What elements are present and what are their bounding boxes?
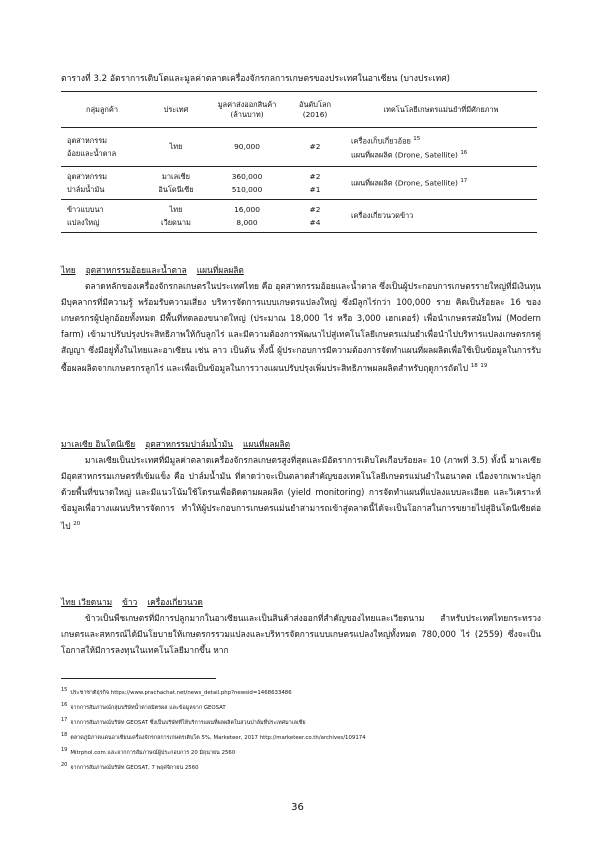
- row-rank: #2: [309, 142, 321, 151]
- row-technology: เครื่องเกี่ยวนวดข้าว: [345, 200, 537, 233]
- row-group: อุตสาหกรรม อ้อยและน้ำตาล: [67, 136, 117, 158]
- row-export-value: 360,000 510,000: [209, 167, 285, 200]
- footnote: $^{16}$ จากการสัมภาษณ์กลุ่มบริษัทน้ำตาลมิตรผล และข้อมูลจาก GEOSAT: [61, 702, 226, 711]
- row-rank: #2 #1: [285, 167, 345, 200]
- section-thailand-sugar: [61, 262, 541, 376]
- row-export-value: 16,000 8,000: [209, 200, 285, 233]
- footnote: $^{15}$ ประชาชาติธุรกิจ https://www.prachachat.net/news_detail.php?newsid=1468633486: [61, 687, 292, 696]
- section-paragraph: ตลาดหลักของเครื่องจักรกลเกษตรในประเทศไทย คือ อุตสาหกรรมอ้อยและน้ำตาล ซึ่งเป็นผู้ประกอบการเกษตรรายใหญ่ที่มีเงินทุน มีบุคลากรที่มีความรู้ พร้อมรับความเสี่ยง บริหารจัดการแบบเกษตรแปลงใหญ่ ซึ่งมีลูกไร่กว่า 100,000 ราย คิดเป็นร้อยละ 16 ของเกษตรกรผู้ปลูกอ้อยทั้งหมด มีพื้นที่ทดลองขนาดใหญ่ (ประมาณ 18,000 ไร่ หรือ 3,000 เฮกเตอร์) เพื่อนำเกษตรสมัยใหม่ (Modern farm) เข้ามาปรับปรุงประสิทธิภาพให้กับลูกไร่ และมีความต้องการพัฒนาไปสู่เทคโนโลยีเกษตรแม่นยำเพื่อนำไปบริหารแปลงเกษตรกรคู่สัญญา ซึ่งมีอยู่ทั้งในไทยและอาเซียน เช่น ลาว เป็นต้น ทั้งนี้ ผู้ประกอบการมีความต้องการจัดทำแผนที่ผลผลิตเพื่อใช้เป็นข้อมูลในการรับซื้อผลผลิตจากเกษตรกรลูกไร่ และเพื่อเป็นข้อมูลในการวางแผนปรับปรุงเพิ่มประสิทธิภาพผลผลิตสำหรับฤดูการถัดไป $^{18}$ $^{19}$: [61, 281, 541, 373]
- table-row: [61, 200, 537, 233]
- footnote: $^{18}$ ตลาดภูมิภาคแดนอาเซียนเครื่องจักรกลการเกษตรเติบโต 5%, Marketeer, 2017 http://marketeer.co.th/archives/109174: [61, 732, 366, 741]
- row-country: ไทย: [169, 142, 183, 151]
- header-customer-group: กลุ่มลูกค้า: [61, 92, 143, 128]
- market-table: [61, 91, 537, 233]
- section-paragraph: ข้าวเป็นพืชเกษตรที่มีการปลูกมากในอาเซียนและเป็นสินค้าส่งออกที่สำคัญของไทยและเวียดนาม สำหรับประเทศไทยกระทรวงเกษตรและสหกรณ์ได้มีนโยบายให้เกษตรกรรวมแปลงและบริหารจัดการแบบเกษตรแปลงใหญ่ทั้งหมด 780,000 ไร่ (2559) ซึ่งจะเป็นโอกาสให้มีการลงทุนในเทคโนโลยีมากขึ้น หาก: [61, 613, 541, 655]
- header-technology: เทคโนโลยีเกษตรแม่นยำที่มีศักยภาพ: [345, 92, 537, 128]
- footnote-divider: [61, 678, 216, 679]
- table-row: [61, 167, 537, 200]
- table-row: [61, 128, 537, 167]
- footnote: $^{20}$ จากการสัมภาษณ์บริษัท GEOSAT, 7 พฤศจิกายน 2560: [61, 762, 199, 771]
- footnote: $^{17}$ จากการสัมภาษณ์บริษัท GEOSAT ซึ่งเป็นบริษัทที่ให้บริการแผนที่ผลผลิตในสวนปาล์มที่ประเทศมาเลเซีย: [61, 717, 306, 726]
- header-world-rank: อันดับโลก (2016): [285, 92, 345, 128]
- page-number: 36: [291, 802, 304, 813]
- row-rank: #2 #4: [285, 200, 345, 233]
- row-country: มาเลเซีย อินโดนีเซีย: [143, 167, 209, 200]
- row-export-value: 90,000: [234, 142, 260, 151]
- table-header-row: [61, 92, 537, 128]
- section-paragraph: มาเลเซียเป็นประเทศที่มีมูลค่าตลาดเครื่องจักรกลเกษตรสูงที่สุดและมีอัตราการเติบโตเกือบร้อยละ 10 (ภาพที่ 3.5) ทั้งนี้ มาเลเซียมีอุตสาหกรรมเกษตรที่เข้มแข็ง คือ ปาล์มน้ำมัน ที่คาดว่าจะเป็นตลาดสำคัญของเทคโนโลยีเกษตรแม่นยำในอนาคต เนื่องจากเพาะปลูกด้วยพื้นที่ขนาดใหญ่ และมีแนวโน้มใช้โดรนเพื่อติดตามผลผลิต (yield monitoring) การจัดทำแผนที่แปลงแบบละเอียด และวิเคราะห์ข้อมูลเพื่อวางแผนบริหารจัดการ ทำให้ผู้ประกอบการเกษตรแม่นยำสามารถเข้าสู่ตลาดนี้ได้จะเป็นโอกาสในการขยายไปสู่อินโดนีเซียต่อไป $^{20}$: [61, 455, 541, 531]
- section-heading: ไทย เวียดนาม ข้าว เครื่องเกี่ยวนวด: [61, 597, 203, 607]
- section-heading: มาเลเซีย อินโดนีเซีย อุตสาหกรรมปาล์มน้ำมัน แผนที่ผลผลิต: [61, 439, 291, 449]
- header-country: ประเทศ: [143, 92, 209, 128]
- section-heading: ไทย อุตสาหกรรมอ้อยและน้ำตาล แผนที่ผลผลิต: [61, 265, 244, 275]
- table-caption: ตารางที่ 3.2 อัตราการเติบโตและมูลค่าตลาดเครื่องจักรกลการเกษตรของประเทศในอาเซียน (บางประเทศ): [61, 74, 451, 84]
- header-export-value: มูลค่าส่งออกสินค้า (ล้านบาท): [209, 92, 285, 128]
- row-technology: เครื่องเก็บเกี่ยวอ้อย $^{15}$ แผนที่ผลผลิต (Drone, Satellite) $^{16}$: [351, 135, 468, 160]
- row-group: ข้าวแบบนา แปลงใหญ่: [61, 200, 143, 233]
- section-malaysia-palm: [61, 436, 541, 534]
- footnote: $^{19}$ Mitrphol.com และจากการสัมภาษณ์ผู้ประกอบการ 20 มิถุนายน 2560: [61, 747, 236, 756]
- row-technology: แผนที่ผลผลิต (Drone, Satellite) $^{17}$: [345, 167, 537, 200]
- section-rice: [61, 594, 541, 658]
- row-country: ไทย เวียดนาม: [143, 200, 209, 233]
- row-group: อุตสาหกรรม ปาล์มน้ำมัน: [61, 167, 143, 200]
